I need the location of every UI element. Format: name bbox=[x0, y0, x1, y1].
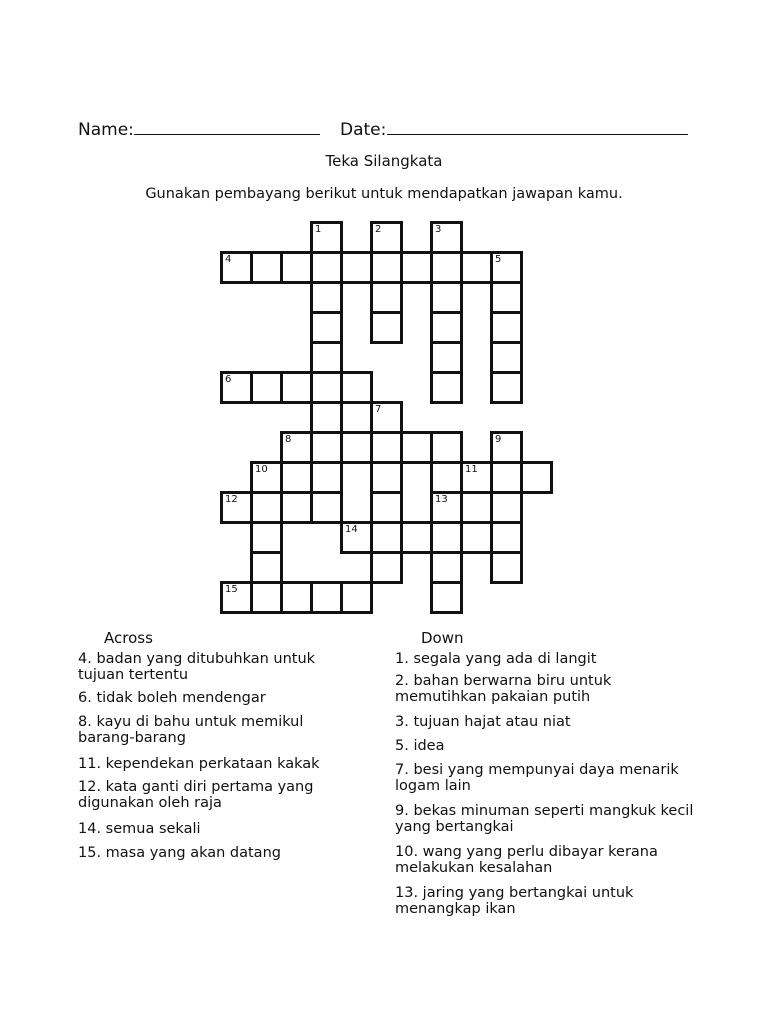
clue-number: 14 bbox=[345, 524, 358, 535]
grid-cell[interactable] bbox=[430, 491, 463, 524]
grid-cell[interactable] bbox=[370, 461, 403, 494]
grid-cell[interactable] bbox=[310, 461, 343, 494]
grid-cell[interactable] bbox=[490, 311, 523, 344]
across-clue-12: 12. kata ganti diri pertama yang digunakan oleh raja bbox=[78, 779, 314, 811]
clue-number: 1 bbox=[315, 224, 322, 235]
grid-cell[interactable] bbox=[490, 491, 523, 524]
down-clue-2: 2. bahan berwarna biru untuk memutihkan pakaian putih bbox=[395, 673, 612, 705]
grid-cell[interactable] bbox=[370, 251, 403, 284]
grid-cell[interactable] bbox=[430, 371, 463, 404]
grid-cell[interactable] bbox=[520, 461, 553, 494]
grid-cell[interactable] bbox=[400, 251, 433, 284]
grid-cell[interactable] bbox=[430, 251, 463, 284]
grid-cell[interactable] bbox=[490, 341, 523, 374]
grid-cell[interactable] bbox=[370, 221, 403, 254]
across-clue-6: 6. tidak boleh mendengar bbox=[78, 690, 266, 706]
grid-cell[interactable] bbox=[220, 251, 253, 284]
grid-cell[interactable] bbox=[280, 491, 313, 524]
grid-cell[interactable] bbox=[340, 251, 373, 284]
grid-cell[interactable] bbox=[310, 401, 343, 434]
grid-cell[interactable] bbox=[460, 461, 493, 494]
grid-cell[interactable] bbox=[220, 371, 253, 404]
grid-cell[interactable] bbox=[280, 251, 313, 284]
grid-cell[interactable] bbox=[430, 461, 463, 494]
grid-cell[interactable] bbox=[490, 461, 523, 494]
grid-cell[interactable] bbox=[490, 551, 523, 584]
grid-cell[interactable] bbox=[430, 551, 463, 584]
grid-cell[interactable] bbox=[370, 491, 403, 524]
grid-cell[interactable] bbox=[220, 491, 253, 524]
grid-cell[interactable] bbox=[310, 371, 343, 404]
grid-cell[interactable] bbox=[340, 431, 373, 464]
down-clue-10: 10. wang yang perlu dibayar kerana melakukan kesalahan bbox=[395, 844, 658, 876]
instructions: Gunakan pembayang berikut untuk mendapatkan jawapan kamu. bbox=[145, 186, 623, 202]
grid-cell[interactable] bbox=[310, 311, 343, 344]
grid-cell[interactable] bbox=[430, 221, 463, 254]
puzzle-title: Teka Silangkata bbox=[325, 152, 443, 170]
down-clue-13: 13. jaring yang bertangkai untuk menangkap ikan bbox=[395, 885, 634, 917]
down-heading: Down bbox=[421, 629, 464, 647]
grid-cell[interactable] bbox=[310, 251, 343, 284]
grid-cell[interactable] bbox=[370, 551, 403, 584]
grid-cell[interactable] bbox=[310, 431, 343, 464]
grid-cell[interactable] bbox=[430, 521, 463, 554]
grid-cell[interactable] bbox=[280, 581, 313, 614]
grid-cell[interactable] bbox=[250, 251, 283, 284]
grid-cell[interactable] bbox=[490, 521, 523, 554]
clue-number: 4 bbox=[225, 254, 232, 265]
clue-number: 10 bbox=[255, 464, 268, 475]
grid-cell[interactable] bbox=[490, 281, 523, 314]
across-clue-4: 4. badan yang ditubuhkan untuk tujuan tertentu bbox=[78, 651, 316, 683]
grid-cell[interactable] bbox=[400, 521, 433, 554]
grid-cell[interactable] bbox=[220, 581, 253, 614]
grid-cell[interactable] bbox=[460, 491, 493, 524]
grid-cell[interactable] bbox=[310, 281, 343, 314]
name-label: Name: bbox=[78, 120, 134, 140]
name-field-line[interactable] bbox=[134, 134, 320, 135]
clue-number: 15 bbox=[225, 584, 238, 595]
down-clue-1: 1. segala yang ada di langit bbox=[395, 651, 597, 667]
date-label: Date: bbox=[340, 120, 387, 140]
clue-number: 11 bbox=[465, 464, 478, 475]
grid-cell[interactable] bbox=[370, 431, 403, 464]
grid-cell[interactable] bbox=[400, 431, 433, 464]
grid-cell[interactable] bbox=[250, 461, 283, 494]
grid-cell[interactable] bbox=[490, 371, 523, 404]
clue-number: 8 bbox=[285, 434, 292, 445]
grid-cell[interactable] bbox=[370, 311, 403, 344]
clue-number: 12 bbox=[225, 494, 238, 505]
grid-cell[interactable] bbox=[430, 341, 463, 374]
grid-cell[interactable] bbox=[430, 281, 463, 314]
clue-number: 6 bbox=[225, 374, 232, 385]
down-clue-7: 7. besi yang mempunyai daya menarik logam lain bbox=[395, 762, 679, 794]
down-clue-5: 5. idea bbox=[395, 738, 445, 754]
clue-number: 3 bbox=[435, 224, 442, 235]
grid-cell[interactable] bbox=[310, 221, 343, 254]
grid-cell[interactable] bbox=[340, 521, 373, 554]
grid-cell[interactable] bbox=[430, 581, 463, 614]
across-clue-11: 11. kependekan perkataan kakak bbox=[78, 756, 320, 772]
grid-cell[interactable] bbox=[310, 581, 343, 614]
across-heading: Across bbox=[104, 629, 153, 647]
grid-cell[interactable] bbox=[250, 491, 283, 524]
grid-cell[interactable] bbox=[310, 491, 343, 524]
clue-number: 9 bbox=[495, 434, 502, 445]
down-clue-3: 3. tujuan hajat atau niat bbox=[395, 714, 571, 730]
grid-cell[interactable] bbox=[280, 371, 313, 404]
across-clue-15: 15. masa yang akan datang bbox=[78, 845, 281, 861]
grid-cell[interactable] bbox=[310, 341, 343, 374]
clue-number: 13 bbox=[435, 494, 448, 505]
clue-number: 2 bbox=[375, 224, 382, 235]
grid-cell[interactable] bbox=[250, 371, 283, 404]
grid-cell[interactable] bbox=[460, 521, 493, 554]
grid-cell[interactable] bbox=[460, 251, 493, 284]
grid-cell[interactable] bbox=[250, 521, 283, 554]
clue-number: 5 bbox=[495, 254, 502, 265]
grid-cell[interactable] bbox=[430, 431, 463, 464]
grid-cell[interactable] bbox=[340, 371, 373, 404]
grid-cell[interactable] bbox=[340, 581, 373, 614]
grid-cell[interactable] bbox=[280, 461, 313, 494]
grid-cell[interactable] bbox=[370, 281, 403, 314]
grid-cell[interactable] bbox=[280, 431, 313, 464]
grid-cell[interactable] bbox=[490, 251, 523, 284]
grid-cell[interactable] bbox=[250, 581, 283, 614]
across-clue-14: 14. semua sekali bbox=[78, 821, 201, 837]
date-field-line[interactable] bbox=[387, 134, 688, 135]
grid-cell[interactable] bbox=[430, 311, 463, 344]
down-clue-9: 9. bekas minuman seperti mangkuk kecil yang bertangkai bbox=[395, 803, 694, 835]
grid-cell[interactable] bbox=[490, 431, 523, 464]
grid-cell[interactable] bbox=[370, 401, 403, 434]
grid-cell[interactable] bbox=[370, 521, 403, 554]
across-clue-8: 8. kayu di bahu untuk memikul barang-barang bbox=[78, 714, 304, 746]
grid-cell[interactable] bbox=[250, 551, 283, 584]
clue-number: 7 bbox=[375, 404, 382, 415]
